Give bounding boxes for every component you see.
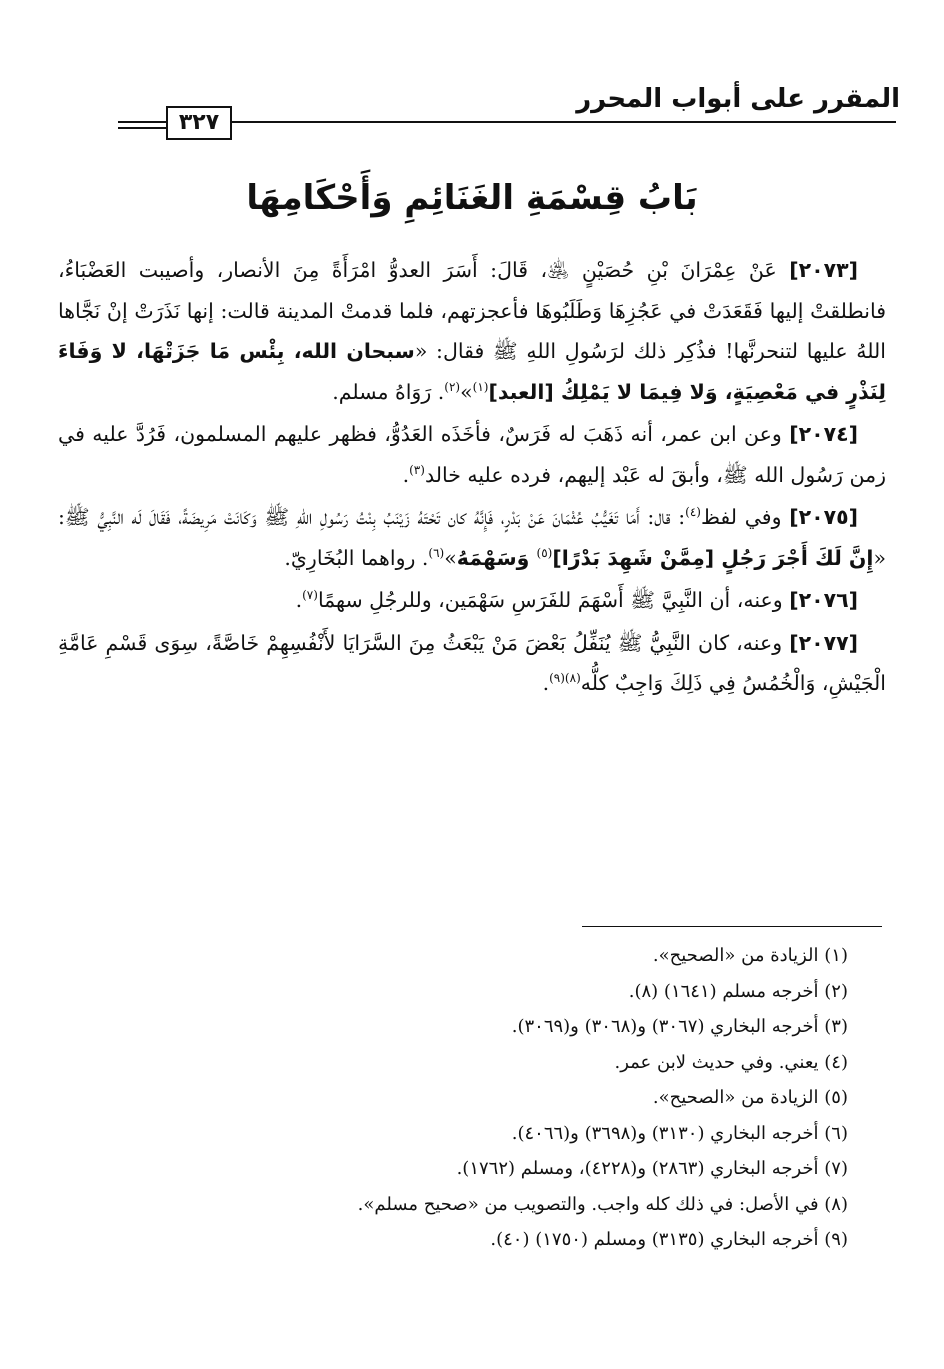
footnote-ref[interactable]: (٥) xyxy=(536,545,553,560)
hadith-2076 xyxy=(58,580,886,621)
hadith-text: . xyxy=(295,588,303,612)
header-rule xyxy=(118,121,896,123)
page-number: ٣٢٧ xyxy=(166,106,232,140)
footnote-item: (٧) أخرجه البخاري (٢٨٦٣) و(٤٢٢٨)، ومسلم (١٧٦٢). xyxy=(456,1158,848,1179)
header-rule-double xyxy=(118,127,166,129)
footnote-item: (٣) أخرجه البخاري (٣٠٦٧) و(٣٠٦٨) و(٣٠٦٩). xyxy=(511,1016,848,1037)
hadith-text: وعنه، أن النَّبِيَّ ﷺ أَسْهَمَ للفَرَسِ سَهْمَين، وللرجُلِ سهمًا xyxy=(317,588,790,612)
main-text xyxy=(58,250,886,706)
hadith-2077 xyxy=(58,623,886,704)
prophetic-saying: سبحان الله، بِئْس مَا جَزَتْهَا، لا وَفَاءَ لِنَذْرٍ في مَعْصِيَةٍ، وَلا فِيمَا لا يَمْلِكُ [العبد] xyxy=(58,339,886,404)
hadith-text: وعن ابن عمر، أنه ذَهَبَ له فَرَسٌ، فأخَذَه العَدُوُّ، فظهر عليهم المسلمون، فَرُدَّ عليه في زمن رَسُول الله ﷺ، وأبقَ له عَبْد إليهم، فرده عليه خالد xyxy=(58,422,886,487)
footnote-ref[interactable]: (٨)(٩) xyxy=(549,671,581,685)
prophetic-saying: إِنَّ لَكَ أَجْرَ رَجُلٍ [مِمَّنْ شَهِدَ بَدْرًا] xyxy=(552,545,874,570)
footnote-ref[interactable]: (٣) xyxy=(409,462,425,477)
hadith-text: عَنْ عِمْرَانَ بْنِ حُصَيْنٍ ﵁، قَالَ: أَسَرَ العدوُّ امْرَأَةً مِنَ الأنصار، وأصيبت العَضْبَاءُ، فانطلقتْ إليها فَقَعَدَتْ في عَجُزِهَا وَطَلَبُوهَا فأعجزتهم، فلما قدمتْ المدينة قالت: إنها نَذَرَتْ إنْ نَجَّاها اللهُ عليها لتنحرنَّها! فذُكِر ذلك لرَسُولِ اللهِ ﷺ فقال: « xyxy=(58,258,886,363)
hadith-number: [٢٠٧٤] xyxy=(789,422,858,446)
footnote-item: (٢) أخرجه مسلم (١٦٤١) (٨). xyxy=(628,980,848,1002)
hadith-text: وفي لفظ xyxy=(700,505,790,529)
hadith-text: . xyxy=(402,462,410,487)
hadith-text: » xyxy=(460,379,473,404)
hadith-number: [٢٠٧٣] xyxy=(789,258,858,282)
running-title: المقرر على أبواب المحرر xyxy=(576,84,900,114)
hadith-text: . xyxy=(542,671,550,695)
footnote-ref[interactable]: (٤) xyxy=(685,505,701,519)
chapter-title: بَابُ قِسْمَةِ الغَنَائِمِ وَأَحْكَامِهَا xyxy=(246,178,698,218)
footnote-ref[interactable]: (١) xyxy=(472,379,489,394)
footnote-item: (١) الزيادة من «الصحيح». xyxy=(652,945,848,966)
hadith-number: [٢٠٧٥] xyxy=(789,505,858,529)
hadith-2075 xyxy=(58,497,886,578)
hadith-text: . رواهما البُخَارِيّ. xyxy=(284,545,429,570)
footnote-item: (٩) أخرجه البخاري (٣١٣٥) ومسلم (١٧٥٠) (٤٠). xyxy=(490,1229,848,1250)
footnote-ref[interactable]: (٧) xyxy=(302,588,318,602)
hadith-text: : قال: أَمَا تَغَيُّبُ عُثْمَانَ عَنْ بَدْرٍ، فَإِنَّهُ كان تَحْتَهُ زَيْنَبُ بِنْتُ رَسُولِ اللهِ ﷺ وَكَانَتْ مَرِيضَةً، فَقَالَ لَه النَّبِيُّ ﷺ: « xyxy=(58,505,886,570)
hadith-number: [٢٠٧٧] xyxy=(789,630,858,655)
footnote-item: (٤) يعني. وفي حديث لابن عمر. xyxy=(614,1051,848,1073)
footnotes-list xyxy=(88,938,848,1258)
footnote-ref[interactable]: (٢) xyxy=(444,379,461,394)
footnote-item: (٨) في الأصل: في ذلك كله واجب. والتصويب من «صحيح مسلم». xyxy=(357,1193,848,1215)
hadith-text: . رَوَاهُ مسلم. xyxy=(332,379,445,404)
footnote-separator xyxy=(582,926,882,927)
hadith-text: وعنه، كان النَّبِيُّ ﷺ يُنَفِّلُ بَعْضَ مَنْ يَبْعَثُ مِنَ السَّرَايَا لأَنْفُسِهِمْ خَاصَّةً، سِوَى قَسْمِ عَامَّةِ الْجَيْشِ، وَالْخُمُسُ فِي ذَلِكَ وَاجِبٌ كلُّه xyxy=(58,630,886,695)
hadith-text: » xyxy=(444,545,457,570)
hadith-2073 xyxy=(58,250,886,412)
footnote-ref[interactable]: (٦) xyxy=(428,545,445,560)
footnote-item: (٥) الزيادة من «الصحيح». xyxy=(652,1087,848,1108)
hadith-number: [٢٠٧٦] xyxy=(789,588,858,612)
footnote-item: (٦) أخرجه البخاري (٣١٣٠) و(٣٦٩٨) و(٤٠٦٦). xyxy=(511,1122,848,1144)
prophetic-saying: وَسَهْمَهُ xyxy=(456,545,537,570)
hadith-2074 xyxy=(58,414,886,495)
